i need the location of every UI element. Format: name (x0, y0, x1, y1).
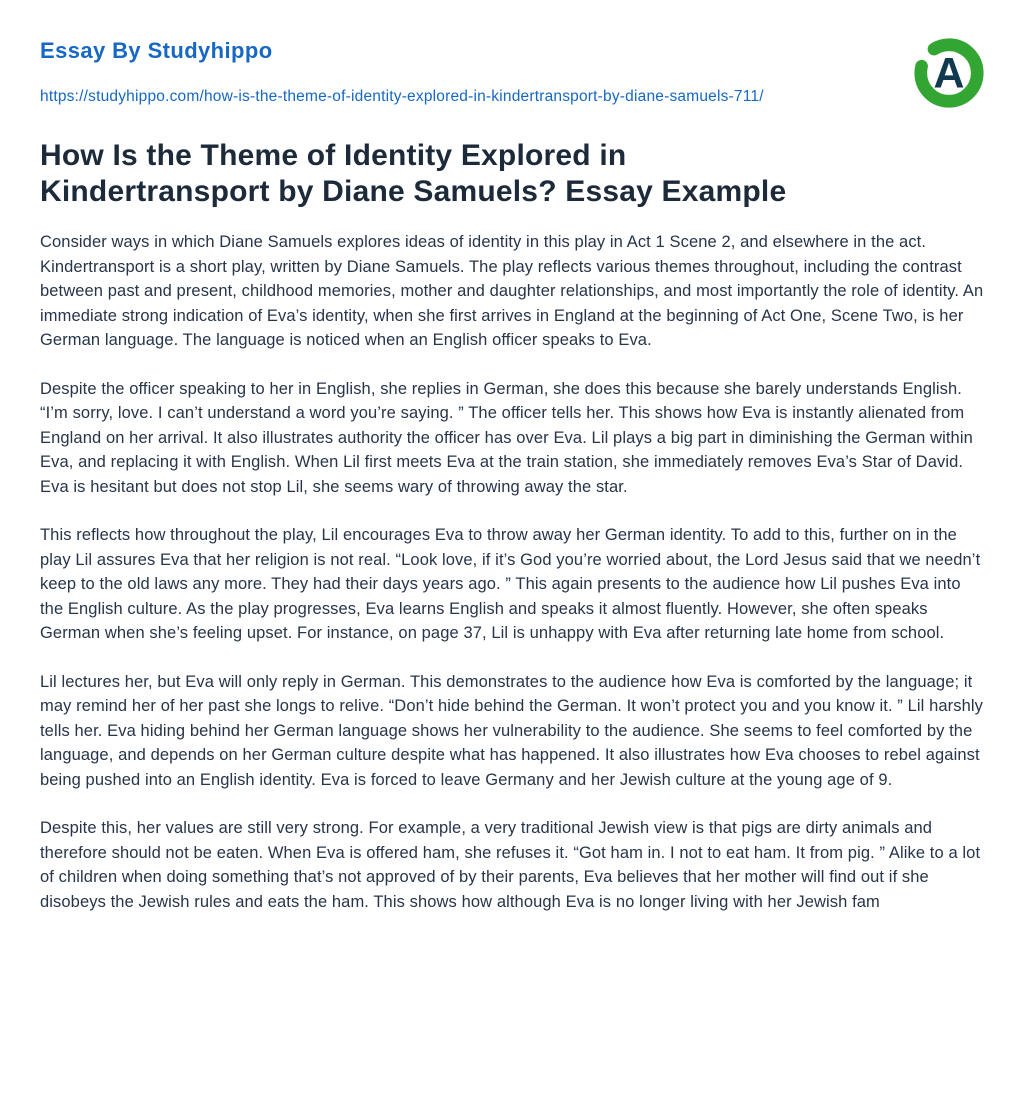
essay-paragraph-4: Lil lectures her, but Eva will only reply in German. This demonstrates to the audience how Eva is comforted by the language; it may remind her of her past she longs to relive. “Don’t hide behind the German. It won’t protect you and you know it. ” Lil harshly tells her. Eva hiding behind her German language shows her vulnerability to the audience. She seems to feel comforted by the language, and depends on her German culture despite what has happened. It also illustrates how Eva chooses to rebel against being pushed into an English identity. Eva is forced to leave Germany and her Jewish culture at the young age of 9. (40, 672, 983, 789)
essay-content (0, 110, 1024, 914)
page-header (0, 0, 1024, 110)
essay-paragraph-5: Despite this, her values are still very strong. For example, a very traditional Jewish view is that pigs are dirty animals and therefore should not be eaten. When Eva is offered ham, she refuses it. “Got ham in. I not to eat ham. It from pig. ” Alike to a lot of children when doing something that’s not approved of by their parents, Eva believes that her mother will find out if she disobeys the Jewish rules and eats the ham. This shows how although Eva is no longer living with her Jewish fam (40, 819, 981, 911)
essay-title: How Is the Theme of Identity Explored in Kindertransport by Diane Samuels? Essay Example (40, 139, 787, 209)
essay-body (40, 230, 984, 914)
source-url-link[interactable]: https://studyhippo.com/how-is-the-theme-of-identity-explored-in-kindertransport-by-diane-samuels-711/ (40, 88, 764, 105)
byline: Essay By Studyhippo (40, 38, 273, 63)
essay-paragraph-3: This reflects how throughout the play, Lil encourages Eva to throw away her German identity. To add to this, further on in the play Lil assures Eva that her religion is not real. “Look love, if it’s God you’re worried about, the Lord Jesus said that we needn’t keep to the old laws any more. They had their days years ago. ” This again presents to the audience how Lil pushes Eva into the English culture. As the play progresses, Eva learns English and speaks it almost fluently. However, she often speaks German when she’s feeling upset. For instance, on page 37, Lil is unhappy with Eva after returning late home from school. (40, 526, 981, 643)
essay-paragraph-2: Despite the officer speaking to her in English, she replies in German, she does this because she barely understands English. “I’m sorry, love. I can’t understand a word you’re saying. ” The officer tells her. This shows how Eva is instantly alienated from England on her arrival. It also illustrates authority the officer has over Eva. Lil plays a big part in diminishing the German within Eva, and replacing it with English. When Lil first meets Eva at the train station, she immediately removes Eva’s Star of David. Eva is hesitant but does not stop Lil, she seems wary of throwing away the star. (40, 379, 973, 496)
studyhippo-logo-icon (912, 36, 986, 110)
header-text-block (40, 38, 764, 110)
essay-paragraph-1: Consider ways in which Diane Samuels explores ideas of identity in this play in Act 1 Scene 2, and elsewhere in the act. Kindertransport is a short play, written by Diane Samuels. The play reflects various themes throughout, including the contrast between past and present, childhood memories, mother and daughter relationships, and most importantly the role of identity. An immediate strong indication of Eva’s identity, when she first arrives in England at the beginning of Act One, Scene Two, is her German language. The language is noticed when an English officer speaks to Eva. (40, 233, 984, 350)
logo-letter: A (933, 49, 965, 98)
